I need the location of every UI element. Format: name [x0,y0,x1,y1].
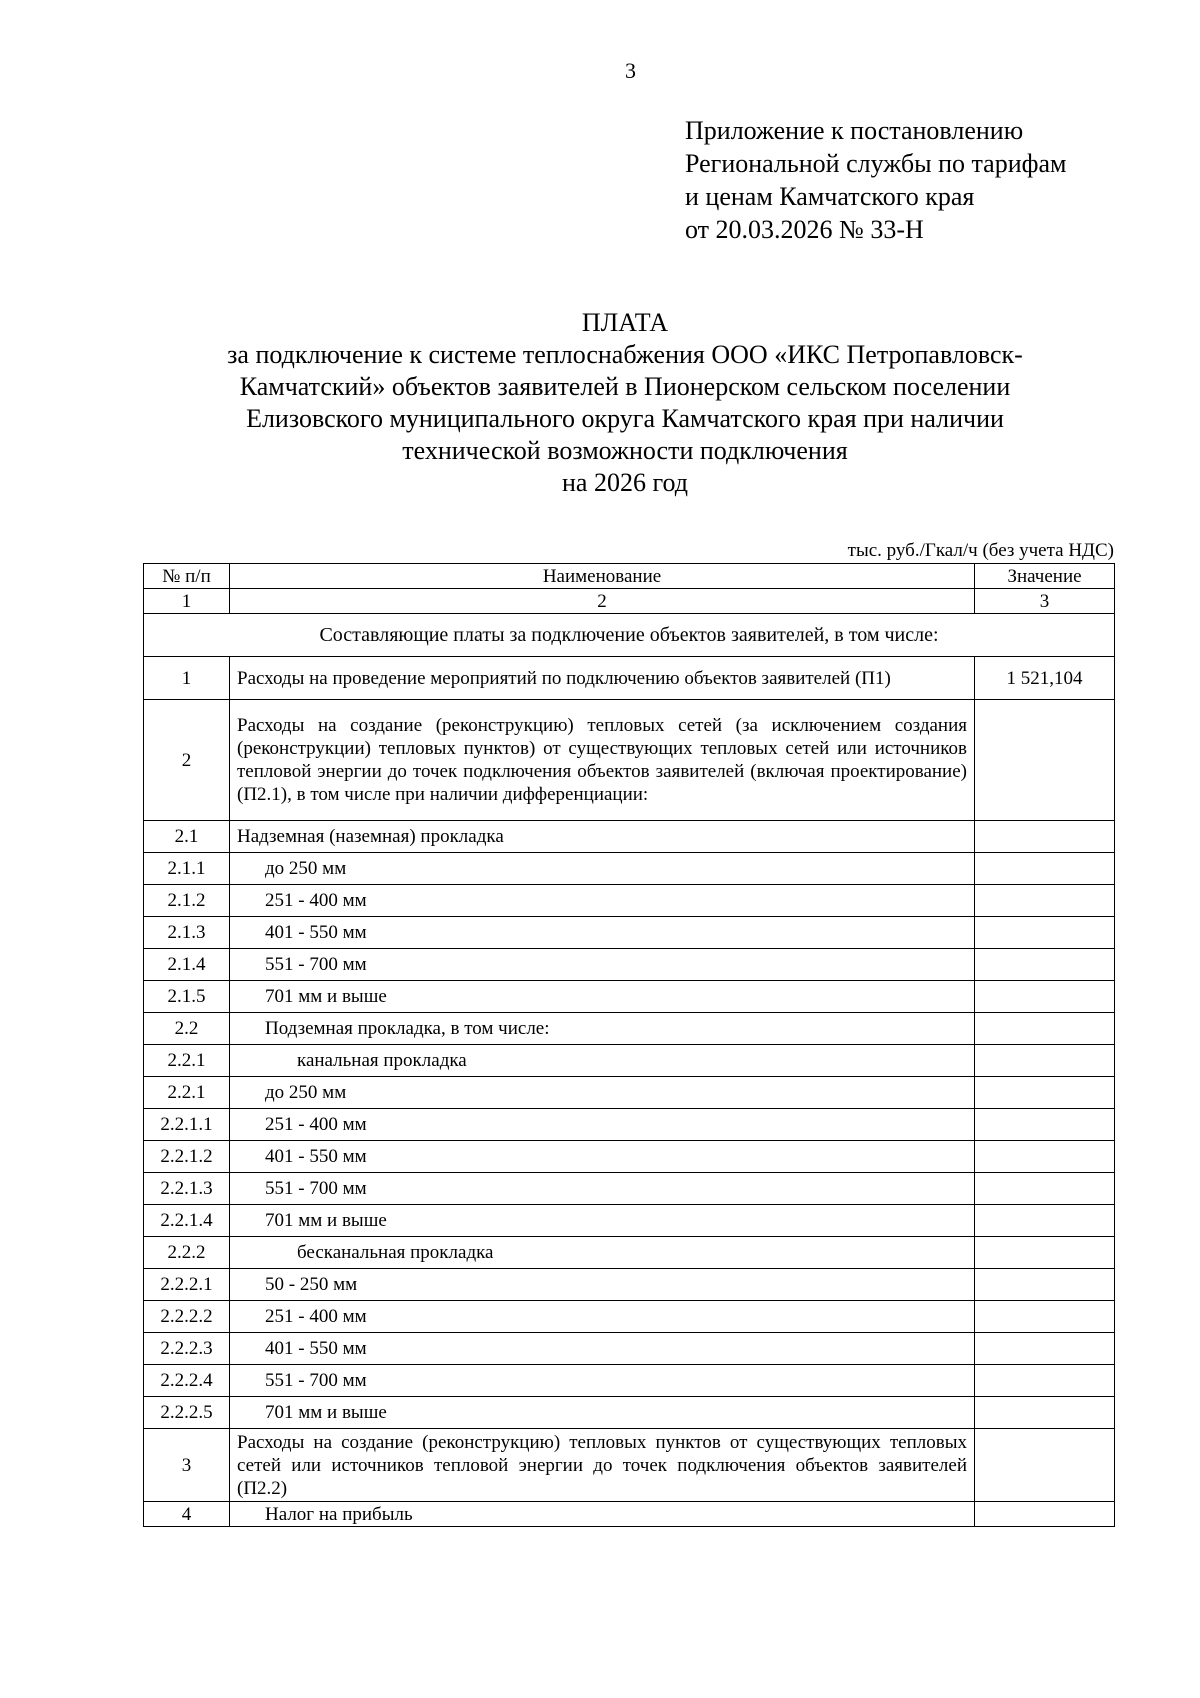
row-value [975,1502,1115,1527]
table-header-row [144,564,1115,589]
row-value [975,1301,1115,1333]
row-name: Расходы на создание (реконструкцию) тепловых пунктов от существующих тепловых сетей или источников тепловой энергии до точек подключения объектов заявителей (П2.2) [230,1429,975,1502]
table-row [144,1205,1115,1237]
appendix-line: Приложение к постановлению [685,116,1024,145]
page-number-text: 3 [625,58,636,83]
row-number: 2.1.4 [144,949,230,981]
header-cell-value: Значение [975,564,1115,589]
row-value [975,700,1115,821]
row-name: бесканальная прокладка [230,1237,975,1269]
row-name: канальная прокладка [230,1045,975,1077]
row-value [975,1333,1115,1365]
fee-table [143,563,1115,1527]
appendix-line: и ценам Камчатского края [685,182,975,211]
table-row [144,1269,1115,1301]
table-row [144,821,1115,853]
table-row [144,853,1115,885]
row-number: 2.2.1.3 [144,1173,230,1205]
row-number: 2.1 [144,821,230,853]
table-row [144,1365,1115,1397]
row-value [975,853,1115,885]
row-value [975,917,1115,949]
row-value [975,1109,1115,1141]
row-number: 2.2.2.2 [144,1301,230,1333]
table-row [144,1077,1115,1109]
row-value [975,1077,1115,1109]
row-name: 401 - 550 мм [230,1141,975,1173]
row-value [975,821,1115,853]
table-row [144,1109,1115,1141]
table-row [144,981,1115,1013]
row-value [975,1237,1115,1269]
table-row [144,885,1115,917]
table-row [144,1301,1115,1333]
row-name: 701 мм и выше [230,1397,975,1429]
row-name: Расходы на проведение мероприятий по подключению объектов заявителей (П1) [230,657,975,700]
row-number: 2.2.1 [144,1045,230,1077]
title-line: Камчатский» объектов заявителей в Пионерском сельском поселении [239,372,1011,401]
table-row [144,1333,1115,1365]
row-name: 701 мм и выше [230,981,975,1013]
row-value [975,981,1115,1013]
row-name: 251 - 400 мм [230,1301,975,1333]
table-row [144,1045,1115,1077]
table-row [144,1502,1115,1527]
row-value [975,1365,1115,1397]
row-value [975,949,1115,981]
row-number: 2.2.2.5 [144,1397,230,1429]
row-name: 401 - 550 мм [230,1333,975,1365]
row-name: Подземная прокладка, в том числе: [230,1013,975,1045]
row-name: 251 - 400 мм [230,885,975,917]
row-number: 1 [144,657,230,700]
title-line: на 2026 год [562,468,688,497]
units-note: тыс. руб./Гкал/ч (без учета НДС) [847,540,1114,561]
table-row [144,1237,1115,1269]
column-number-cell: 2 [230,589,975,614]
row-name: 551 - 700 мм [230,1365,975,1397]
title-line: технической возможности подключения [402,436,848,465]
row-number: 2.2.2.3 [144,1333,230,1365]
row-name: Налог на прибыль [230,1502,975,1527]
row-number: 2.1.1 [144,853,230,885]
row-value: 1 521,104 [975,657,1115,700]
title-line: за подключение к системе теплоснабжения ООО «ИКС Петропавловск- [227,340,1023,369]
row-number: 2.2.1 [144,1077,230,1109]
row-number: 3 [144,1429,230,1502]
table-row [144,917,1115,949]
section-row [144,614,1115,657]
appendix-line: от 20.03.2026 № 33-Н [685,215,924,244]
title-line: Елизовского муниципального округа Камчатского края при наличии [246,404,1004,433]
row-number: 2.2.2.1 [144,1269,230,1301]
appendix-reference [685,114,1066,246]
row-name: 401 - 550 мм [230,917,975,949]
row-number: 2.1.2 [144,885,230,917]
header-cell-name: Наименование [230,564,975,589]
row-value [975,1429,1115,1502]
row-name: Надземная (наземная) прокладка [230,821,975,853]
row-number: 2.1.5 [144,981,230,1013]
table-row [144,657,1115,700]
document-title [140,307,1110,499]
row-number: 4 [144,1502,230,1527]
row-number: 2.2.1.1 [144,1109,230,1141]
row-value [975,1397,1115,1429]
row-number: 2.2 [144,1013,230,1045]
table-row [144,1397,1115,1429]
row-value [975,1205,1115,1237]
row-name: до 250 мм [230,1077,975,1109]
table-row [144,1429,1115,1502]
column-number-row [144,589,1115,614]
row-value [975,1269,1115,1301]
appendix-line: Региональной службы по тарифам [685,149,1067,178]
row-name: 551 - 700 мм [230,949,975,981]
row-name: Расходы на создание (реконструкцию) тепловых сетей (за исключением создания (реконструкции) тепловых пунктов) от существующих тепловых сетей или источников тепловой энергии до точек подключения объектов заявителей (включая проектирование) (П2.1), в том числе при наличии дифференциации: [230,700,975,821]
row-value [975,885,1115,917]
row-name: 50 - 250 мм [230,1269,975,1301]
row-number: 2.1.3 [144,917,230,949]
table-row [144,700,1115,821]
row-name: 701 мм и выше [230,1205,975,1237]
row-number: 2.2.2.4 [144,1365,230,1397]
section-cell: Составляющие платы за подключение объектов заявителей, в том числе: [144,614,1115,657]
title-line: ПЛАТА [581,308,669,337]
row-name: 251 - 400 мм [230,1109,975,1141]
header-cell-number: № п/п [144,564,230,589]
row-value [975,1141,1115,1173]
row-number: 2.2.2 [144,1237,230,1269]
row-name: до 250 мм [230,853,975,885]
row-value [975,1173,1115,1205]
table-row [144,949,1115,981]
row-number: 2.2.1.4 [144,1205,230,1237]
column-number-cell: 3 [975,589,1115,614]
row-number: 2 [144,700,230,821]
table-row [144,1141,1115,1173]
row-value [975,1045,1115,1077]
row-number: 2.2.1.2 [144,1141,230,1173]
column-number-cell: 1 [144,589,230,614]
table-row [144,1013,1115,1045]
table-row [144,1173,1115,1205]
row-name: 551 - 700 мм [230,1173,975,1205]
row-value [975,1013,1115,1045]
